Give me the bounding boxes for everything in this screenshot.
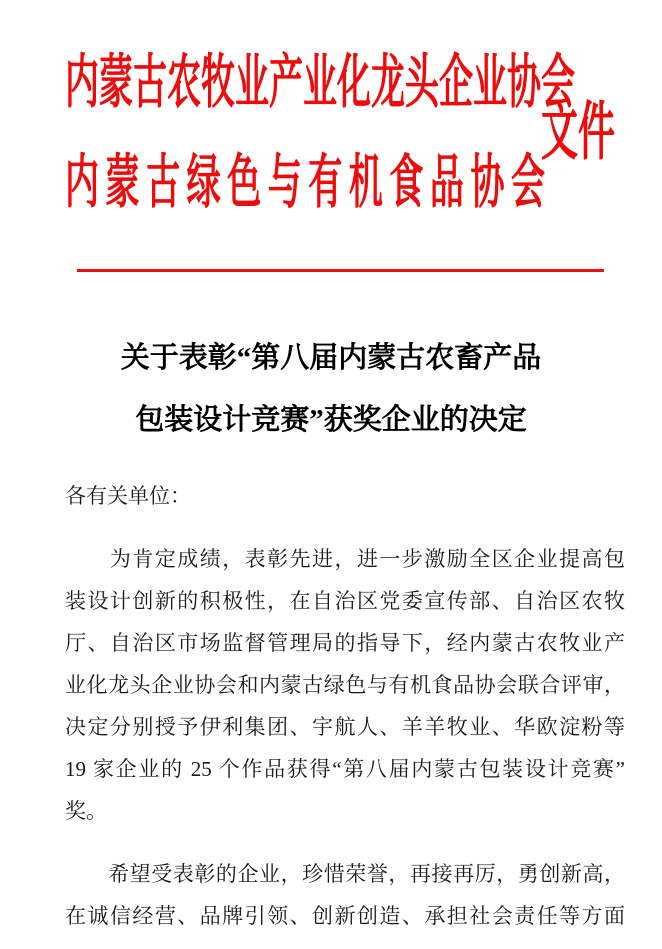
paragraph-2 [65,853,625,937]
header-org-name-1: 内蒙古农牧业产业化龙头企业协会 [65,52,575,116]
body-text-line: 奖。 [65,799,107,823]
title-line-2: 包装设计竞赛”获奖企业的决定 [135,404,527,436]
header-doc-label: 文件 [541,98,615,170]
red-separator-line [77,269,604,272]
document-body [65,475,625,937]
body-text-line: 厅、自治区市场监督管理局的指导下，经内蒙古农牧业产 [65,631,625,655]
document-title [0,327,662,451]
body-text-line: 业化龙头企业协会和内蒙古绿色与有机食品协会联合评审， [65,673,625,697]
salutation: 各有关单位： [65,484,191,508]
body-text-line: 在诚信经营、品牌引领、创新创造、承担社会责任等方面 [65,904,625,928]
body-text-line: 决定分别授予伊利集团、宇航人、羊羊牧业、华欧淀粉等 [65,715,625,739]
header-org-name-2: 内蒙古绿色与有机食品协会 [65,152,545,216]
body-text-line: 希望受表彰的企业，珍惜荣誉，再接再厉，勇创新高， [65,862,625,886]
body-text-line: 为肯定成绩，表彰先进，进一步激励全区企业提高包 [65,547,625,571]
body-text-line: 装设计创新的积极性，在自治区党委宣传部、自治区农牧 [65,589,625,613]
title-line-1: 关于表彰“第八届内蒙古农畜产品 [120,342,542,374]
body-text-line: 19 家企业的 25 个作品获得“第八届内蒙古包装设计竞赛” [65,757,625,781]
paragraph-1 [65,538,625,832]
